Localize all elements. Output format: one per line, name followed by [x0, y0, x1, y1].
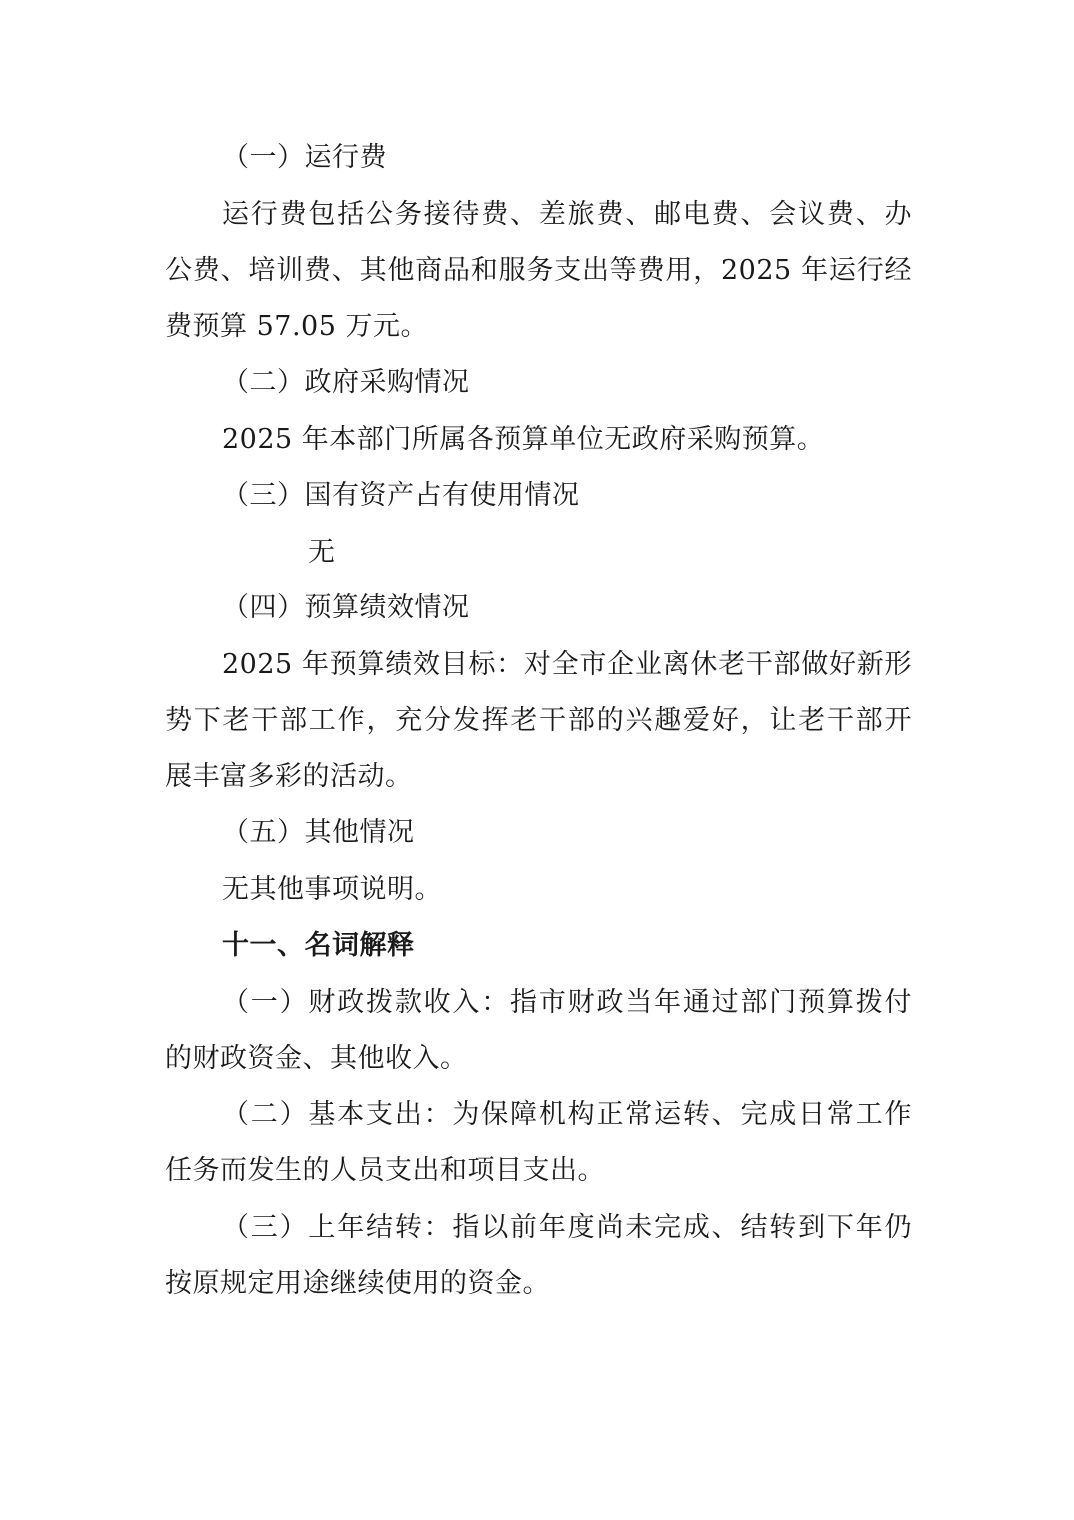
paragraph-line: 运行费包括公务接待费、差旅费、邮电费、会议费、办 [222, 199, 912, 230]
paragraph-line: 按原规定用途继续使用的资金。 [165, 1268, 550, 1299]
chapter-heading-glossary: 十一、名词解释 [222, 930, 415, 961]
paragraph-line: 费预算 57.05 万元。 [165, 311, 428, 342]
section-heading-procurement: （二）政府采购情况 [222, 367, 470, 398]
section-heading-performance: （四）预算绩效情况 [222, 592, 470, 623]
paragraph-line: 的财政资金、其他收入。 [165, 1043, 468, 1074]
paragraph-line: 2025 年预算绩效目标：对全市企业离休老干部做好新形 [222, 649, 912, 680]
paragraph-line: 2025 年本部门所属各预算单位无政府采购预算。 [222, 424, 825, 455]
paragraph-line: （一）财政拨款收入：指市财政当年通过部门预算拨付 [222, 987, 912, 1018]
section-heading-state-assets: （三）国有资产占有使用情况 [222, 480, 580, 511]
paragraph-line: 任务而发生的人员支出和项目支出。 [165, 1155, 605, 1186]
paragraph-line: （三）上年结转：指以前年度尚未完成、结转到下年仍 [222, 1212, 912, 1243]
paragraph-line: 展丰富多彩的活动。 [165, 761, 413, 792]
paragraph-line: （二）基本支出：为保障机构正常运转、完成日常工作 [222, 1099, 912, 1130]
paragraph-line: 无其他事项说明。 [222, 874, 442, 905]
section-heading-other: （五）其他情况 [222, 817, 415, 848]
paragraph-line: 无 [308, 537, 336, 568]
paragraph-line: 势下老干部工作，充分发挥老干部的兴趣爱好，让老干部开 [165, 705, 912, 736]
section-heading-operating-cost: （一）运行费 [222, 142, 387, 173]
paragraph-line: 公费、培训费、其他商品和服务支出等费用，2025 年运行经 [165, 255, 912, 286]
